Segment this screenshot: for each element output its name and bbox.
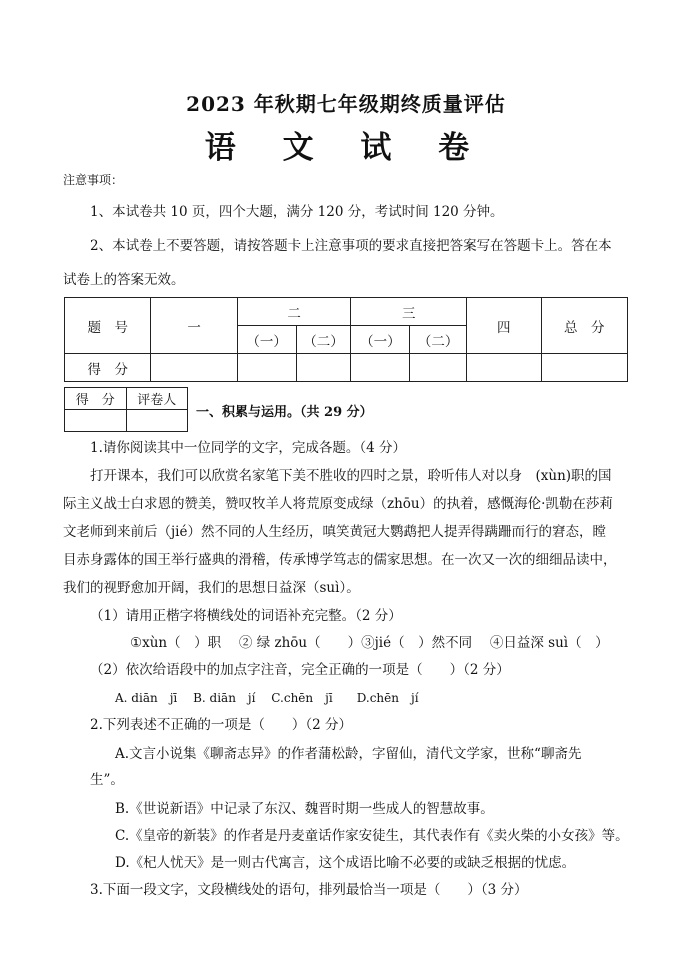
score-row-label: 得 分 [65,354,151,382]
passage-line: 我们的视野愈加开阔，我们的思想日益深（suì）。 [63,580,360,596]
question-3-stem: 3.下面一段文字，文段横线处的语句，排列最恰当一项是（ ）（3 分） [90,882,528,898]
sub-col-3-1: （一） [351,326,410,354]
subject-title: 语 文 试 卷 [204,130,488,166]
note-item-2-cont: 试卷上的答案无效。 [63,272,185,288]
passage-line: 际主义战士白求恩的赞美，赞叹牧羊人将荒原变成绿（zhōu）的执着，感慨海伦·凯勒在莎莉 [63,496,613,512]
score-cell [541,354,627,382]
grader-score-cell [65,410,127,432]
question-1-stem: 1.请你阅读其中一位同学的文字，完成各题。（4 分） [90,440,407,456]
score-cell [296,354,351,382]
notes-heading: 注意事项： [63,173,124,187]
question-number-label: 题 号 [65,298,151,354]
question-1-1-blanks: ①xùn（ ）职 ② 绿 zhōu（ ）③jié（ ）然不同 ④日益深 suì（ ） [130,635,609,651]
col-part-2: 二 [237,298,351,326]
sub-col-3-2: （二） [410,326,467,354]
question-2-option-c: C.《皇帝的新装》的作者是丹麦童话作家安徒生，其代表作有《卖火柴的小女孩》等。 [115,828,629,844]
col-part-4: 四 [467,298,541,354]
question-2-option-a-cont: 生”。 [90,772,124,788]
col-part-3: 三 [351,298,467,326]
score-cell [467,354,541,382]
section-1-title: 一、积累与运用。（共 29 分） [196,405,373,420]
note-item-2: 2、本试卷上不要答题，请按答题卡上注意事项的要求直接把答案写在答题卡上。答在本 [90,238,612,254]
question-2-option-b: B.《世说新语》中记录了东汉、魏晋时期一些成人的智慧故事。 [115,801,494,817]
grader-score-label: 得 分 [65,388,127,410]
grader-table [64,387,188,432]
sub-col-2-1: （一） [237,326,296,354]
passage-line: 目赤身露体的国王举行盛典的滑稽，传承博学笃志的儒家思想。在一次又一次的细细品读中， [63,552,617,568]
sub-col-2-2: （二） [296,326,351,354]
question-2-option-d: D.《杞人忧天》是一则古代寓言，这个成语比喻不必要的或缺乏根据的忧虑。 [115,855,576,871]
score-cell [410,354,467,382]
question-2-stem: 2.下列表述不正确的一项是（ ）（2 分） [90,717,353,733]
question-1-2: （2）依次给语段中的加点字注音，完全正确的一项是（ ）（2 分） [90,662,510,678]
col-part-1: 一 [151,298,237,354]
score-cell [151,354,237,382]
exam-title: 2023 年秋期七年级期终质量评估 [186,92,506,116]
grader-name-label: 评卷人 [126,388,188,410]
score-table [64,297,628,382]
passage-line: 文老师到来前后（jié）然不同的人生经历，嗔笑黄冠大鹦鹉把人提弄得蹒跚而行的窘态，瞠 [63,524,606,540]
question-1-1: （1）请用正楷字将横线处的词语补充完整。（2 分） [90,608,402,624]
score-cell [351,354,410,382]
question-1-2-options: A. diān jī B. diān jí C.chēn jī D.chēn jí [115,691,419,705]
grader-name-cell [126,410,188,432]
passage-line: 打开课本，我们可以欣赏名家笔下美不胜收的四时之景，聆听伟人对以身 (xùn)职的国 [90,468,612,484]
question-2-option-a: A.文言小说集《聊斋志异》的作者蒲松龄，字留仙，清代文学家，世称“聊斋先 [115,746,582,762]
score-cell [237,354,296,382]
col-total: 总 分 [541,298,627,354]
note-item-1: 1、本试卷共 10 页，四个大题，满分 120 分，考试时间 120 分钟。 [90,204,504,220]
